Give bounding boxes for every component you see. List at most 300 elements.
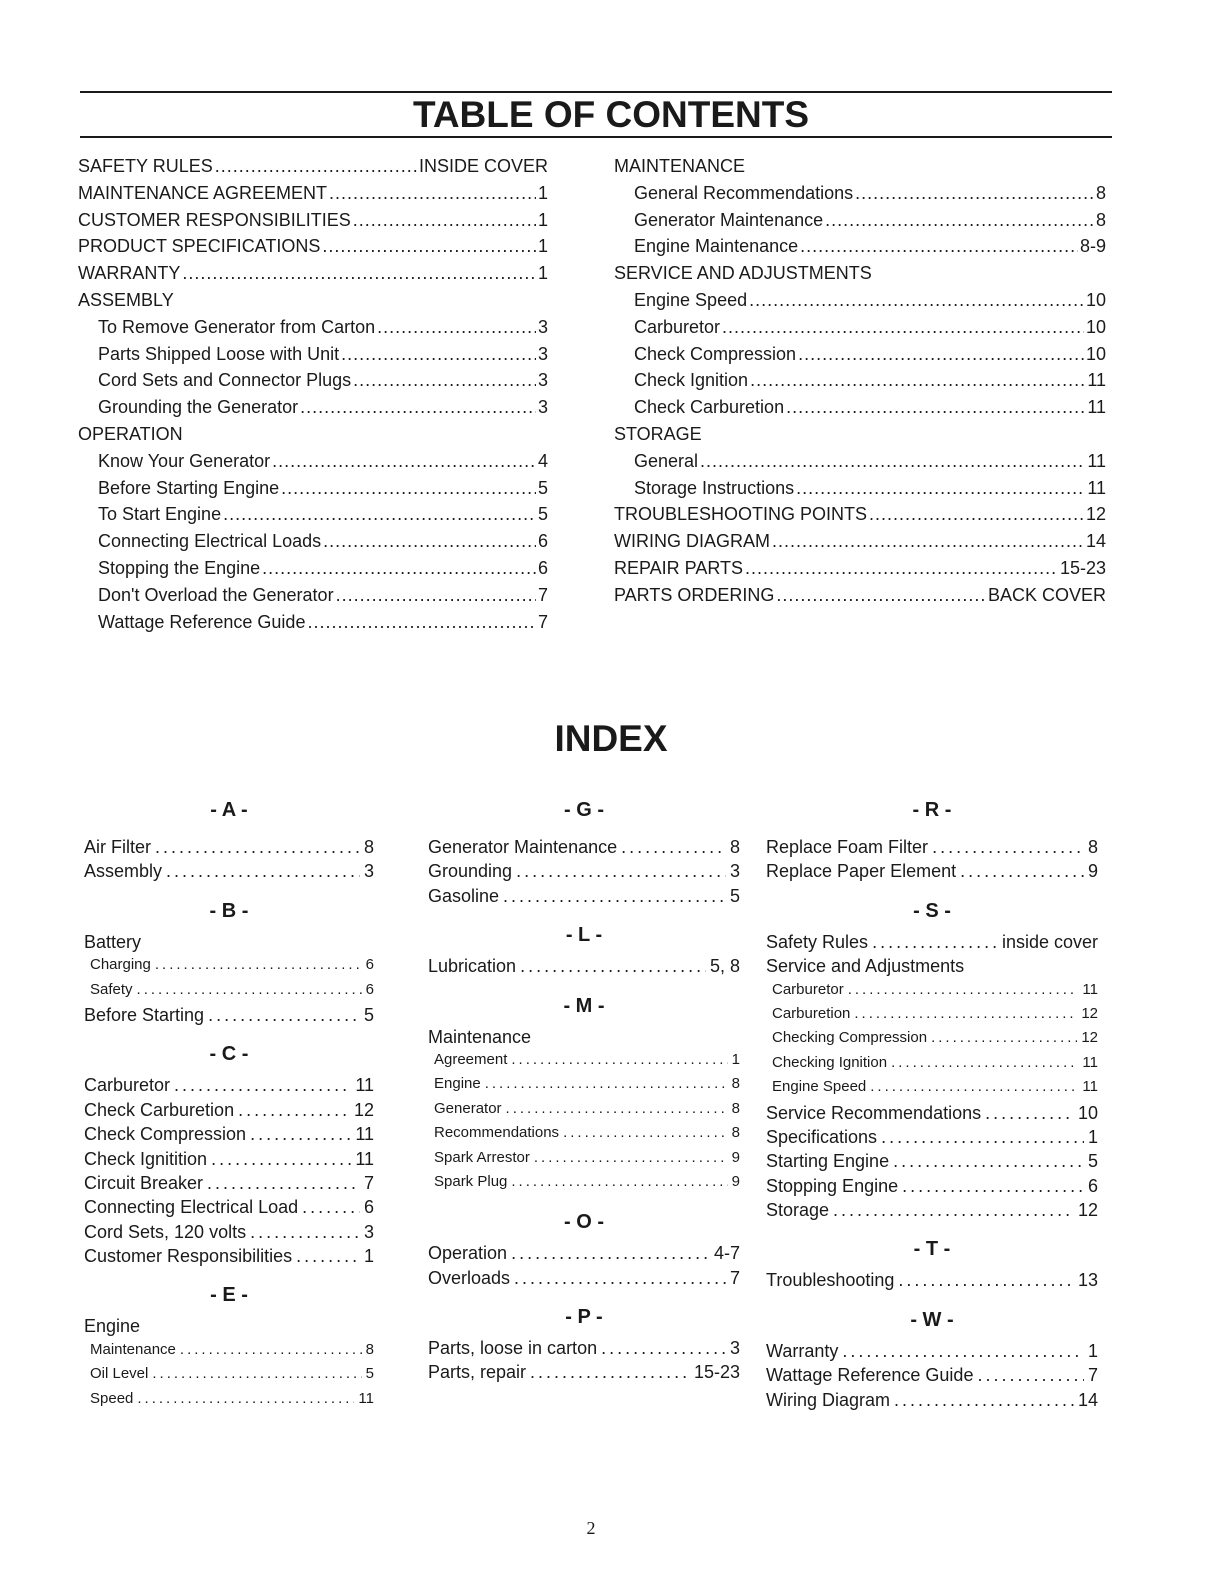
dot-leader xyxy=(174,1075,351,1096)
toc-entry-label: ASSEMBLY xyxy=(78,289,174,310)
toc-entry-label: WARRANTY xyxy=(78,263,181,284)
toc-entry xyxy=(78,210,548,237)
index-entry xyxy=(766,1270,1098,1294)
dot-leader xyxy=(825,210,1094,231)
toc-entry-page: 3 xyxy=(537,343,548,364)
index-entry-label: Parts, loose in carton xyxy=(428,1338,598,1359)
dot-leader xyxy=(776,585,986,606)
toc-entry-label: Stopping the Engine xyxy=(98,557,261,578)
dot-leader xyxy=(891,1054,1078,1071)
dot-leader xyxy=(621,837,726,858)
index-entry xyxy=(84,1005,374,1029)
index-letter-heading: - C - xyxy=(209,1043,249,1066)
index-entry xyxy=(84,1124,374,1148)
index-entry xyxy=(766,1054,1098,1078)
toc-entry-label: General xyxy=(634,450,699,471)
index-entry-page: 1 xyxy=(731,1050,740,1068)
index-entry xyxy=(428,861,740,885)
dot-leader xyxy=(250,1124,351,1145)
index-entry-label: Engine xyxy=(84,1316,141,1337)
toc-entry-page: 1 xyxy=(537,263,548,284)
index-column-1 xyxy=(84,795,374,1414)
toc-entry-page: 8 xyxy=(1095,209,1106,230)
toc-entry-page: 8-9 xyxy=(1079,236,1106,257)
index-entry-label: Gasoline xyxy=(428,885,500,906)
index-entry xyxy=(766,981,1098,1005)
toc-entry-label: MAINTENANCE xyxy=(614,156,746,176)
toc-entry-page: 5 xyxy=(537,477,548,498)
toc-entry-label: STORAGE xyxy=(614,423,702,444)
index-letter-heading: - O - xyxy=(564,1211,604,1234)
index-group-heading xyxy=(766,956,1098,980)
index-entry-label: Parts, repair xyxy=(428,1362,527,1383)
toc-entry-page: 11 xyxy=(1087,370,1106,391)
toc-entry xyxy=(614,558,1106,585)
index-entry-label: Service Recommendations xyxy=(766,1102,982,1123)
dot-leader xyxy=(563,1124,728,1141)
index-entry-label: Spark Plug xyxy=(434,1172,508,1190)
toc-entry-label: General Recommendations xyxy=(634,182,854,203)
index-entry-page: 5, 8 xyxy=(709,956,740,977)
toc-entry-page: 6 xyxy=(537,531,548,552)
toc-entry xyxy=(614,370,1106,397)
index-entry-label: Service and Adjustments xyxy=(766,956,965,977)
toc-entry-label: MAINTENANCE AGREEMENT xyxy=(78,182,328,203)
toc-entry-page: 10 xyxy=(1085,289,1106,310)
toc-right-column xyxy=(614,156,1106,612)
index-entry xyxy=(84,1365,374,1389)
toc-entry-page: INSIDE COVER xyxy=(418,156,548,176)
index-group-heading xyxy=(428,1027,740,1051)
index-entry xyxy=(766,1365,1098,1389)
dot-leader xyxy=(511,1243,710,1264)
toc-entry-label: PRODUCT SPECIFICATIONS xyxy=(78,236,321,257)
toc-entry-label: WIRING DIAGRAM xyxy=(614,531,770,552)
index-entry-label: Wiring Diagram xyxy=(766,1389,891,1410)
toc-entry-page: 7 xyxy=(537,611,548,632)
index-entry-label: Carburetor xyxy=(772,980,844,998)
dot-leader xyxy=(601,1338,726,1359)
toc-entry-page: 7 xyxy=(537,584,548,605)
dot-leader xyxy=(262,558,536,579)
index-entry-page: 15-23 xyxy=(693,1362,740,1383)
index-entry-label: Grounding xyxy=(428,861,513,882)
index-entry xyxy=(84,1390,374,1414)
dot-leader xyxy=(377,317,536,338)
toc-entry-label: Parts Shipped Loose with Unit xyxy=(98,343,340,364)
dot-leader xyxy=(511,1173,727,1190)
toc-entry-label: To Remove Generator from Carton xyxy=(98,316,376,337)
dot-leader xyxy=(323,531,536,552)
toc-entry-label: Wattage Reference Guide xyxy=(98,611,306,632)
dot-leader xyxy=(166,861,360,882)
index-entry-label: Starting Engine xyxy=(766,1151,890,1172)
index-entry xyxy=(766,1029,1098,1053)
index-entry-page: 11 xyxy=(1082,1078,1098,1096)
index-entry-label: Wattage Reference Guide xyxy=(766,1365,974,1386)
index-group-heading xyxy=(84,932,374,956)
toc-entry-page: 4 xyxy=(537,450,548,471)
top-rule xyxy=(80,91,1112,93)
index-entry xyxy=(428,1149,740,1173)
toc-entry-page: 3 xyxy=(537,370,548,391)
index-letter-heading: - T - xyxy=(913,1238,951,1261)
dot-leader xyxy=(800,236,1078,257)
title-rule xyxy=(80,136,1112,138)
dot-leader xyxy=(530,1362,690,1383)
dot-leader xyxy=(155,956,362,973)
index-entry-page: 12 xyxy=(1081,1004,1098,1022)
toc-entry-page: 11 xyxy=(1087,477,1106,498)
index-entry-page: 4-7 xyxy=(713,1243,740,1264)
index-entry-page: 14 xyxy=(1077,1389,1098,1410)
dot-leader xyxy=(238,1100,350,1121)
index-entry-page: 9 xyxy=(1087,861,1098,882)
index-entry xyxy=(428,1075,740,1099)
page-number: 2 xyxy=(586,1518,596,1538)
index-entry-page: 1 xyxy=(363,1246,374,1267)
index-entry-label: Stopping Engine xyxy=(766,1175,899,1196)
index-entry-label: Connecting Electrical Load xyxy=(84,1197,299,1218)
dot-leader xyxy=(894,1390,1074,1411)
index-title: INDEX xyxy=(554,718,668,759)
dot-leader xyxy=(932,837,1084,858)
dot-leader xyxy=(155,837,360,858)
index-entry xyxy=(428,1051,740,1075)
index-entry-page: 11 xyxy=(355,1148,374,1169)
index-entry xyxy=(766,861,1098,885)
toc-entry-page: 1 xyxy=(537,236,548,257)
index-entry xyxy=(428,956,740,980)
dot-leader xyxy=(796,478,1085,499)
index-entry-page: 3 xyxy=(363,861,374,882)
dot-leader xyxy=(485,1075,728,1092)
toc-entry xyxy=(614,290,1106,317)
toc-entry-label: To Start Engine xyxy=(98,504,222,525)
dot-leader xyxy=(745,558,1058,579)
toc-entry xyxy=(614,210,1106,237)
index-letter-heading: - R - xyxy=(912,799,952,821)
index-entry xyxy=(84,1341,374,1365)
index-entry-page: 7 xyxy=(1087,1365,1098,1386)
dot-leader xyxy=(902,1176,1084,1197)
index-entry-label: Engine Speed xyxy=(772,1078,867,1096)
index-entry xyxy=(766,1127,1098,1151)
toc-entry xyxy=(78,478,548,505)
index-entry-page: 5 xyxy=(365,1365,374,1383)
toc-entry-page: 11 xyxy=(1087,450,1106,471)
index-entry-page: 11 xyxy=(355,1075,374,1096)
index-letter-heading: - M - xyxy=(563,994,605,1017)
index-entry xyxy=(766,1200,1098,1224)
index-entry-label: Lubrication xyxy=(428,956,517,977)
dot-leader xyxy=(749,290,1084,311)
toc-entry xyxy=(78,263,548,290)
toc-entry-label: SERVICE AND ADJUSTMENTS xyxy=(614,263,872,284)
index-entry-label: Generator Maintenance xyxy=(428,837,618,857)
toc-entry xyxy=(78,370,548,397)
dot-leader xyxy=(272,451,536,472)
dot-leader xyxy=(855,183,1094,204)
index-entry-label: Oil Level xyxy=(90,1365,149,1383)
index-entry-label: Cord Sets, 120 volts xyxy=(84,1221,247,1242)
index-entry xyxy=(428,1268,740,1292)
dot-leader xyxy=(152,1365,361,1382)
dot-leader xyxy=(296,1246,360,1267)
index-entry-label: Storage xyxy=(766,1200,830,1221)
index-entry-label: Checking Compression xyxy=(772,1029,928,1047)
toc-entry-label: Don't Overload the Generator xyxy=(98,584,334,605)
toc-entry-label: Connecting Electrical Loads xyxy=(98,531,322,552)
toc-entry xyxy=(614,478,1106,505)
index-letter-heading: - G - xyxy=(564,799,604,821)
dot-leader xyxy=(207,1173,360,1194)
index-entry-label: Warranty xyxy=(766,1340,839,1361)
dot-leader xyxy=(182,263,536,284)
index-entry-page: 8 xyxy=(731,1124,740,1142)
index-entry-label: Recommendations xyxy=(434,1124,560,1142)
index-letter-heading: - E - xyxy=(210,1284,248,1307)
index-entry xyxy=(766,1176,1098,1200)
toc-entry xyxy=(78,585,548,612)
index-entry-page: 3 xyxy=(363,1221,374,1242)
index-entry-page: 8 xyxy=(731,1075,740,1093)
dot-leader xyxy=(208,1005,360,1026)
index-entry xyxy=(428,1100,740,1124)
toc-entry-label: TROUBLESHOOTING POINTS xyxy=(614,504,868,525)
dot-leader xyxy=(722,317,1084,338)
dot-leader xyxy=(506,1100,728,1117)
toc-entry-label: Carburetor xyxy=(634,316,721,337)
index-column-2 xyxy=(428,795,740,1387)
index-entry-label: Battery xyxy=(84,931,142,952)
index-entry-page: 6 xyxy=(365,956,374,974)
dot-leader xyxy=(977,1365,1084,1386)
index-entry-label: Customer Responsibilities xyxy=(84,1246,293,1267)
index-entry-page: 12 xyxy=(353,1099,374,1120)
index-entry-page: 12 xyxy=(1081,1029,1098,1047)
index-entry xyxy=(84,837,374,861)
index-entry-page: 6 xyxy=(1087,1175,1098,1196)
toc-section-heading xyxy=(614,156,1106,183)
toc-entry xyxy=(78,317,548,344)
index-entry-page: 8 xyxy=(365,1340,374,1358)
index-entry xyxy=(84,956,374,980)
index-entry-page: 8 xyxy=(1087,837,1098,857)
index-entry xyxy=(766,1151,1098,1175)
index-entry-label: Safety xyxy=(90,980,133,998)
index-entry xyxy=(84,1197,374,1221)
index-entry xyxy=(428,1243,740,1267)
dot-leader xyxy=(534,1149,728,1166)
index-entry xyxy=(766,932,1098,956)
toc-entry-label: Engine Maintenance xyxy=(634,236,799,257)
index-entry xyxy=(766,1341,1098,1365)
toc-entry-label: Check Compression xyxy=(634,343,797,364)
index-entry-page: 1 xyxy=(1087,1340,1098,1361)
index-entry xyxy=(428,1338,740,1362)
dot-leader xyxy=(341,344,536,365)
dot-leader xyxy=(520,956,706,977)
index-entry xyxy=(84,861,374,885)
dot-leader xyxy=(329,183,536,204)
index-entry-label: Carburetor xyxy=(84,1075,171,1096)
index-entry-label: Operation xyxy=(428,1243,508,1264)
index-entry xyxy=(766,837,1098,861)
index-entry xyxy=(84,1075,374,1099)
index-entry xyxy=(84,1246,374,1270)
index-entry-page: 3 xyxy=(729,861,740,882)
index-entry-page: 6 xyxy=(363,1197,374,1218)
toc-entry xyxy=(78,236,548,263)
index-entry-page: 11 xyxy=(358,1389,374,1407)
index-entry-page: 10 xyxy=(1077,1102,1098,1123)
dot-leader xyxy=(898,1270,1074,1291)
index-entry-page: 8 xyxy=(363,837,374,857)
index-entry-label: Carburetion xyxy=(772,1004,851,1022)
dot-leader xyxy=(798,344,1084,365)
index-letter-heading: - W - xyxy=(910,1308,954,1331)
dot-leader xyxy=(503,886,726,907)
index-entry-page: 8 xyxy=(731,1099,740,1117)
toc-entry-page: 3 xyxy=(537,316,548,337)
dot-leader xyxy=(960,861,1084,882)
toc-entry-label: CUSTOMER RESPONSIBILITIES xyxy=(78,209,351,230)
index-entry-label: Generator xyxy=(434,1099,502,1117)
index-entry xyxy=(84,1173,374,1197)
toc-section-heading xyxy=(614,424,1106,451)
index-entry xyxy=(84,1222,374,1246)
index-entry-label: Checking Ignition xyxy=(772,1053,888,1071)
toc-entry-label: Cord Sets and Connector Plugs xyxy=(98,370,352,391)
toc-entry-page: 1 xyxy=(537,209,548,230)
toc-entry-page: BACK COVER xyxy=(987,584,1106,605)
index-entry-page: 5 xyxy=(363,1004,374,1025)
toc-entry-page: 10 xyxy=(1085,343,1106,364)
toc-section-heading xyxy=(78,290,548,317)
dot-leader xyxy=(872,932,998,953)
dot-leader xyxy=(353,370,536,391)
dot-leader xyxy=(211,1149,351,1170)
toc-entry-label: Check Ignition xyxy=(634,370,749,391)
toc-entry xyxy=(614,344,1106,371)
toc-entry-page: 3 xyxy=(537,397,548,418)
index-entry-page: 5 xyxy=(729,885,740,906)
index-entry-label: Maintenance xyxy=(428,1026,532,1047)
index-entry-page: 11 xyxy=(1082,1053,1098,1071)
toc-entry-label: Know Your Generator xyxy=(98,450,271,471)
index-entry-page: 7 xyxy=(729,1267,740,1288)
index-entry-label: Replace Foam Filter xyxy=(766,837,929,857)
toc-entry xyxy=(614,183,1106,210)
toc-entry xyxy=(614,504,1106,531)
index-entry-label: Overloads xyxy=(428,1267,511,1288)
dot-leader xyxy=(511,1051,727,1068)
toc-section-heading xyxy=(78,424,548,451)
index-entry-page: 13 xyxy=(1077,1270,1098,1291)
dot-leader xyxy=(848,981,1079,998)
toc-entry xyxy=(78,397,548,424)
toc-entry xyxy=(78,183,548,210)
toc-entry-label: Check Carburetion xyxy=(634,397,785,418)
toc-entry xyxy=(614,585,1106,612)
dot-leader xyxy=(336,585,536,606)
dot-leader xyxy=(833,1200,1074,1221)
dot-leader xyxy=(353,210,536,231)
index-entry xyxy=(84,1149,374,1173)
toc-entry xyxy=(78,558,548,585)
dot-leader xyxy=(772,531,1084,552)
toc-entry-page: 11 xyxy=(1087,397,1106,418)
toc-entry-page: 1 xyxy=(537,182,548,203)
index-letter-heading: - B - xyxy=(209,899,249,922)
index-entry xyxy=(428,1124,740,1148)
toc-entry-label: Engine Speed xyxy=(634,289,748,310)
index-entry-label: Agreement xyxy=(434,1050,508,1068)
dot-leader xyxy=(514,1268,726,1289)
index-entry xyxy=(766,1078,1098,1102)
toc-entry xyxy=(78,451,548,478)
toc-entry-label: Storage Instructions xyxy=(634,477,795,498)
dot-leader xyxy=(302,1197,360,1218)
dot-leader xyxy=(893,1151,1084,1172)
dot-leader xyxy=(300,397,536,418)
toc-title: TABLE OF CONTENTS xyxy=(412,94,809,135)
index-entry-page: 9 xyxy=(731,1172,740,1190)
toc-entry xyxy=(614,451,1106,478)
toc-entry xyxy=(78,504,548,531)
index-entry-label: Check Compression xyxy=(84,1124,247,1145)
index-entry-label: Circuit Breaker xyxy=(84,1172,204,1193)
index-entry-label: Safety Rules xyxy=(766,931,869,952)
dot-leader xyxy=(931,1029,1077,1046)
index-letter-heading: - A - xyxy=(210,799,248,821)
index-entry-page: 1 xyxy=(1087,1126,1098,1147)
index-entry-page: 8 xyxy=(729,837,740,857)
dot-leader xyxy=(700,451,1085,472)
index-group-heading xyxy=(84,1316,374,1340)
index-entry xyxy=(428,1173,740,1197)
toc-entry xyxy=(78,531,548,558)
dot-leader xyxy=(854,1005,1077,1022)
toc-section-heading xyxy=(614,263,1106,290)
index-letter-heading: - L - xyxy=(565,924,603,947)
toc-entry xyxy=(614,317,1106,344)
toc-entry-page: 12 xyxy=(1085,504,1106,525)
dot-leader xyxy=(516,861,726,882)
toc-entry xyxy=(614,531,1106,558)
dot-leader xyxy=(869,504,1084,525)
index-entry-page: 11 xyxy=(1082,980,1098,998)
index-entry xyxy=(84,981,374,1005)
dot-leader xyxy=(215,156,417,177)
index-entry-label: Replace Paper Element xyxy=(766,861,957,882)
dot-leader xyxy=(985,1103,1074,1124)
index-entry xyxy=(766,1005,1098,1029)
index-entry-label: Charging xyxy=(90,956,151,974)
index-entry-label: Troubleshooting xyxy=(766,1270,895,1291)
index-entry-page: 6 xyxy=(365,980,374,998)
index-entry-label: Engine xyxy=(434,1075,481,1093)
index-entry-page: 12 xyxy=(1077,1200,1098,1221)
dot-leader xyxy=(786,397,1085,418)
index-letter-heading: - P - xyxy=(565,1306,603,1329)
index-entry-label: Speed xyxy=(90,1389,134,1407)
dot-leader xyxy=(180,1341,362,1358)
index-entry-label: Specifications xyxy=(766,1126,878,1147)
dot-leader xyxy=(322,236,536,257)
toc-entry-label: SAFETY RULES xyxy=(78,156,213,176)
